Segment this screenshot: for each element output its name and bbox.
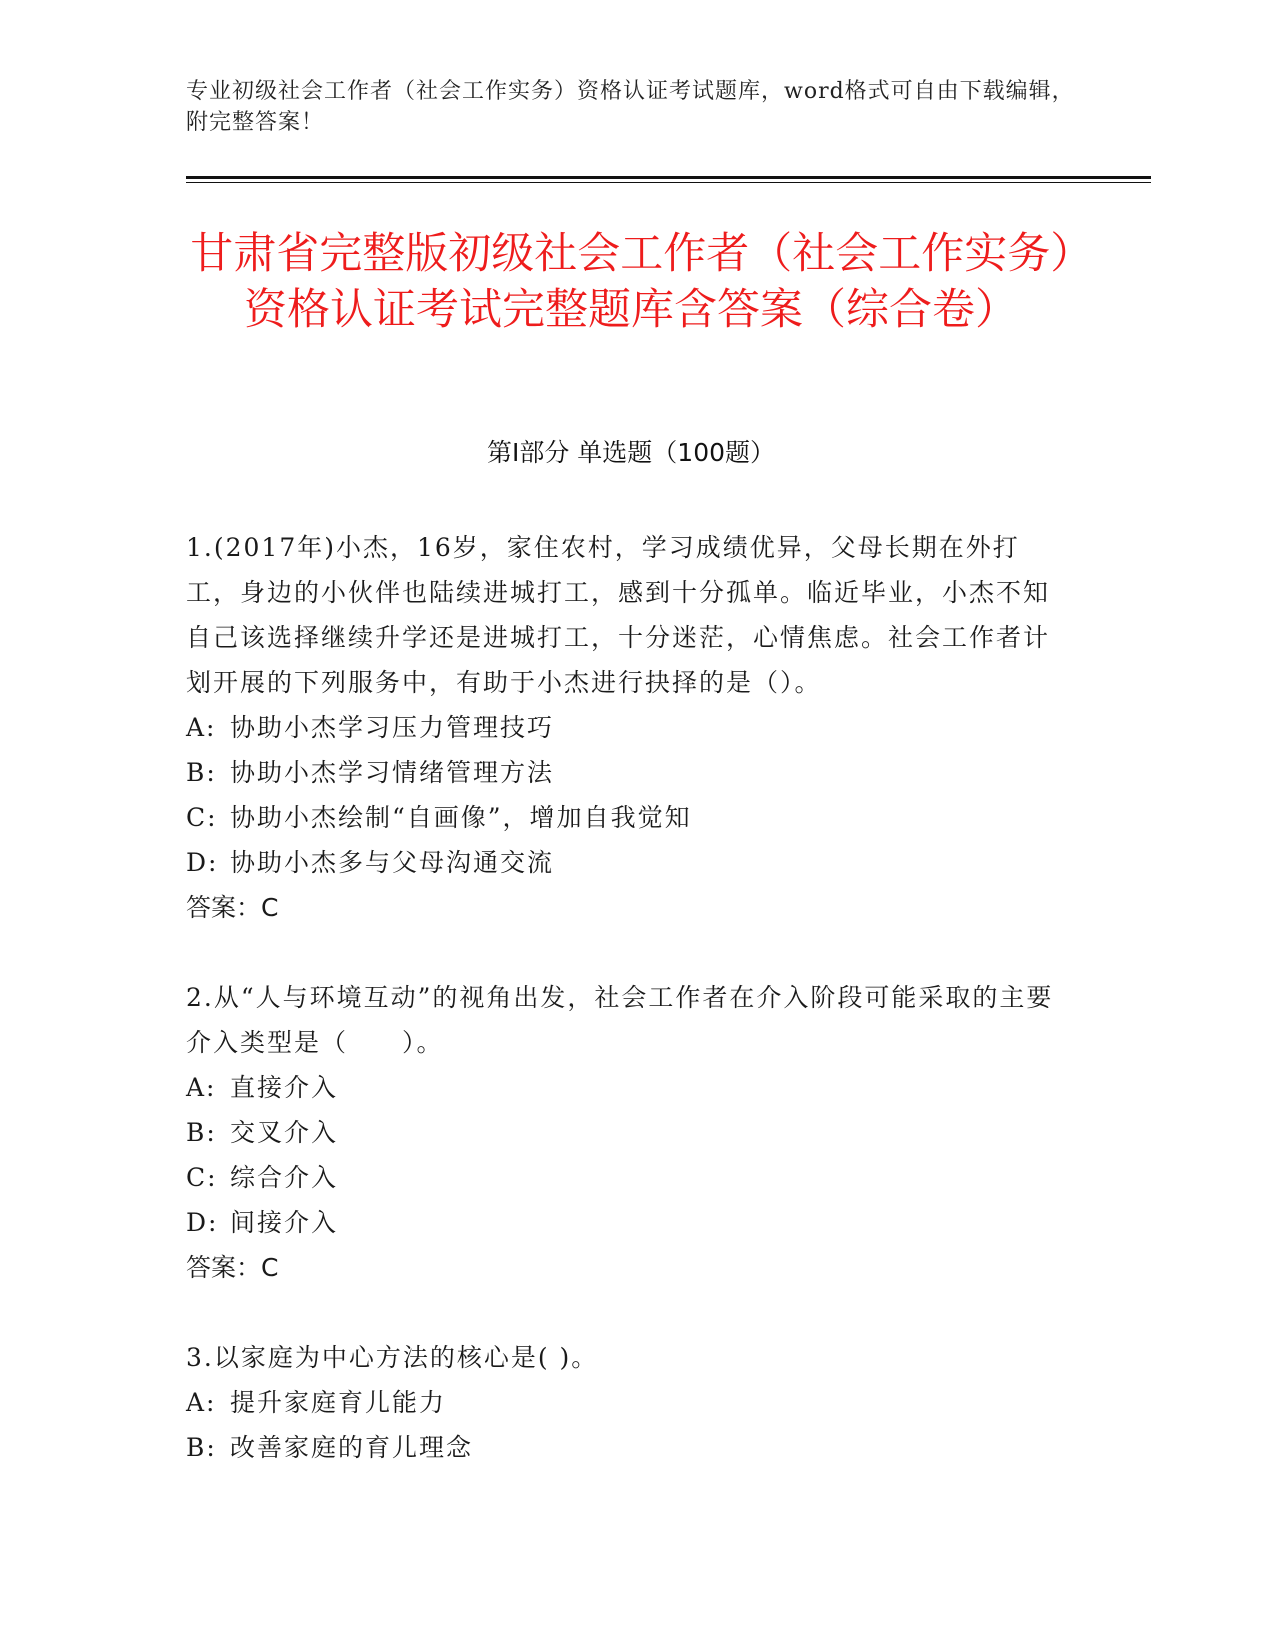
answer: 答案：C xyxy=(186,1253,279,1282)
option-b xyxy=(186,1425,1066,1470)
option-key: A: xyxy=(186,713,217,742)
option-key: B: xyxy=(186,1118,217,1147)
question-stem: 1.(2017年)小杰，16岁，家住农村，学习成绩优异，父母长期在外打工，身边的小伙伴也陆续进城打工，感到十分孤单。临近毕业，小杰不知自己该选择继续升学还是进城打工，十分迷茫，心情焦虑。社会工作者计划开展的下列服务中，有助于小杰进行抉择的是（）。 xyxy=(186,533,1051,697)
option-d xyxy=(186,1200,1066,1245)
option-text: 协助小杰学习压力管理技巧 xyxy=(230,713,555,742)
question-3 xyxy=(186,1335,1066,1470)
option-text: 协助小杰学习情绪管理方法 xyxy=(230,758,555,787)
option-a xyxy=(186,705,1066,750)
option-text: 协助小杰绘制“自画像”，增加自我觉知 xyxy=(230,803,692,832)
option-a xyxy=(186,1065,1066,1110)
option-key: C: xyxy=(186,1163,218,1192)
option-text: 综合介入 xyxy=(230,1163,339,1192)
option-key: A: xyxy=(186,1388,217,1417)
option-key: B: xyxy=(186,1433,217,1462)
answer: 答案：C xyxy=(186,893,279,922)
document-title: 甘肃省完整版初级社会工作者（社会工作实务）资格认证考试完整题库含答案（综合卷） xyxy=(190,229,1072,335)
option-b xyxy=(186,1110,1066,1155)
option-text: 直接介入 xyxy=(230,1073,339,1102)
option-key: D: xyxy=(186,1208,219,1237)
option-text: 交叉介入 xyxy=(230,1118,339,1147)
header-rule-thin xyxy=(186,182,1151,183)
option-b xyxy=(186,750,1066,795)
question-2 xyxy=(186,975,1066,1290)
option-a xyxy=(186,1380,1066,1425)
option-key: C: xyxy=(186,803,218,832)
header-note: 专业初级社会工作者（社会工作实务）资格认证考试题库，word格式可自由下载编辑，附完整答案！ xyxy=(186,79,1075,135)
question-list xyxy=(186,525,1066,1515)
option-c xyxy=(186,795,1066,840)
option-d xyxy=(186,840,1066,885)
option-key: B: xyxy=(186,758,217,787)
question-stem: 3.以家庭为中心方法的核心是( )。 xyxy=(186,1343,599,1372)
section-title: 第Ⅰ部分 单选题（100题） xyxy=(486,438,776,467)
option-c xyxy=(186,1155,1066,1200)
option-text: 协助小杰多与父母沟通交流 xyxy=(230,848,555,877)
option-text: 改善家庭的育儿理念 xyxy=(230,1433,474,1462)
header-rule-thick xyxy=(186,176,1151,179)
option-text: 间接介入 xyxy=(230,1208,339,1237)
option-text: 提升家庭育儿能力 xyxy=(230,1388,447,1417)
question-stem: 2.从“人与环境互动”的视角出发，社会工作者在介入阶段可能采取的主要介入类型是（ ）。 xyxy=(186,983,1054,1057)
option-key: A: xyxy=(186,1073,217,1102)
option-key: D: xyxy=(186,848,219,877)
question-1 xyxy=(186,525,1066,930)
